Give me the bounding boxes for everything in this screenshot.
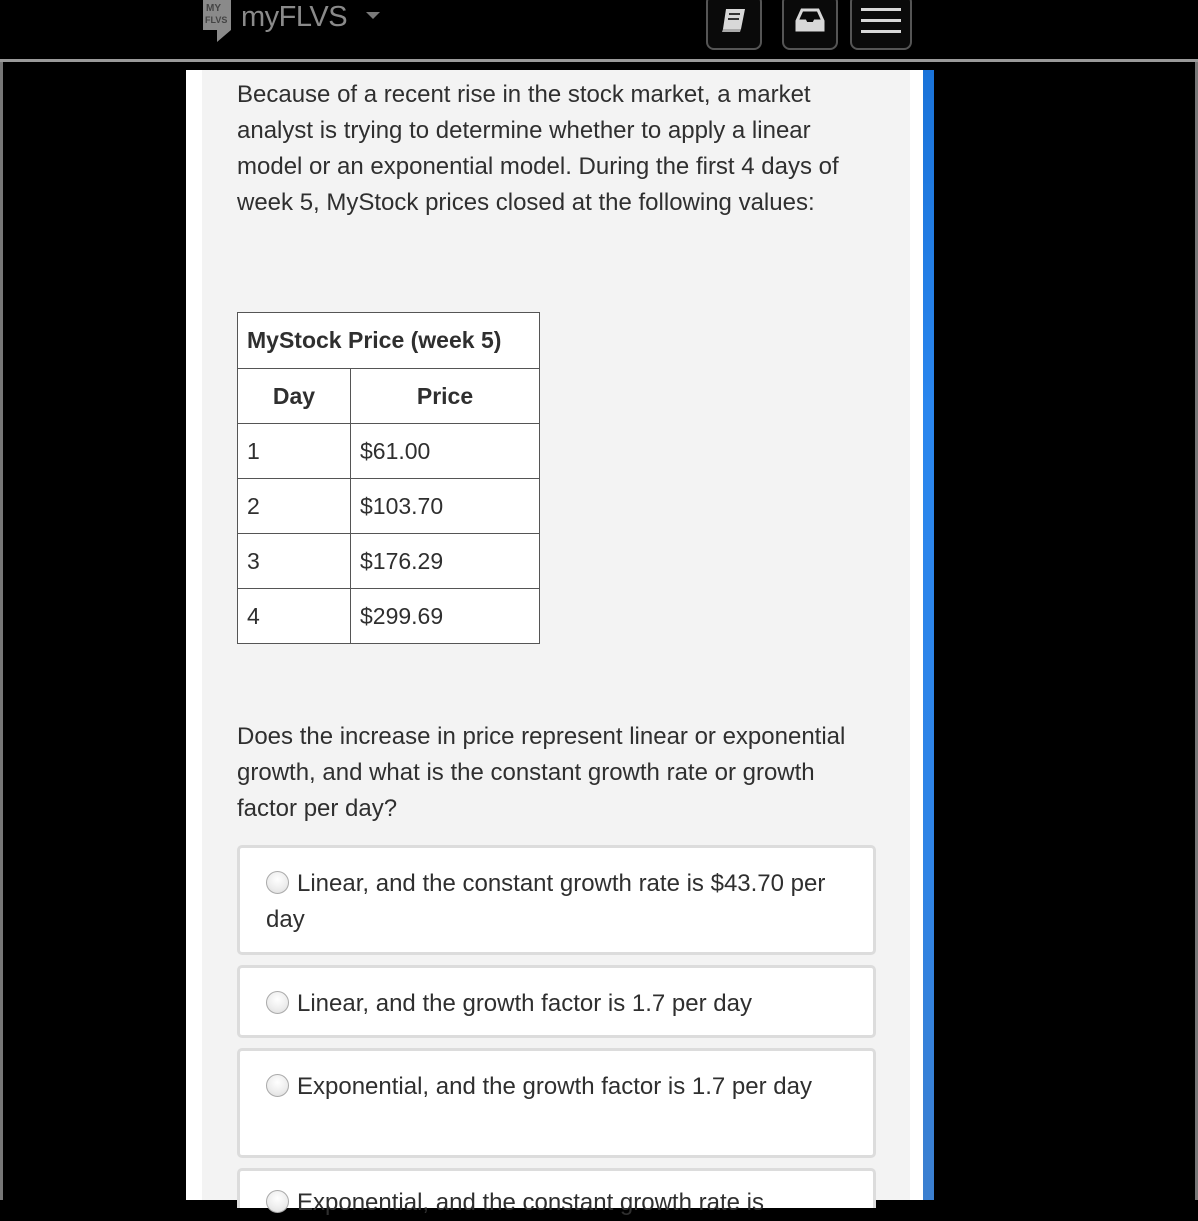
column-header-day: Day	[238, 369, 351, 424]
frame-left-edge	[0, 62, 3, 1200]
price-cell: $61.00	[351, 424, 540, 479]
column-header-price: Price	[351, 369, 540, 424]
answer-option-3[interactable]	[237, 1048, 876, 1158]
chevron-down-icon[interactable]	[366, 12, 380, 19]
price-cell: $299.69	[351, 589, 540, 644]
question-intro: Because of a recent rise in the stock market, a market analyst is trying to determine whether to apply a linear model or an exponential model. During the first 4 days of week 5, MyStock prices closed at the following values:	[237, 81, 839, 216]
option-label: Linear, and the growth factor is 1.7 per day	[297, 990, 752, 1017]
answer-option-2[interactable]	[237, 965, 876, 1038]
book-icon	[719, 6, 749, 39]
radio-button[interactable]	[266, 991, 289, 1014]
option-label: Linear, and the constant growth rate is $43.70 per day	[266, 870, 826, 933]
svg-text:FLVS: FLVS	[205, 15, 228, 25]
radio-button[interactable]	[266, 871, 289, 894]
price-cell: $103.70	[351, 479, 540, 534]
option-label: Exponential, and the constant growth rate is	[297, 1189, 764, 1216]
radio-button[interactable]	[266, 1074, 289, 1097]
table-row	[238, 424, 540, 479]
day-cell: 4	[238, 589, 351, 644]
flvs-logo[interactable]	[203, 0, 233, 42]
day-cell: 2	[238, 479, 351, 534]
question-prompt: Does the increase in price represent linear or exponential growth, and what is the constant growth rate or growth factor per day?	[237, 723, 846, 822]
table-row	[238, 479, 540, 534]
menu-button[interactable]	[850, 0, 912, 50]
stock-price-table	[237, 312, 540, 644]
day-cell: 1	[238, 424, 351, 479]
inbox-icon	[795, 7, 825, 38]
radio-button[interactable]	[266, 1190, 289, 1213]
table-row	[238, 589, 540, 644]
price-cell: $176.29	[351, 534, 540, 589]
day-cell: 3	[238, 534, 351, 589]
vertical-scrollbar[interactable]	[923, 70, 934, 1200]
brand-name[interactable]: myFLVS	[241, 1, 348, 33]
svg-text:MY: MY	[206, 3, 221, 14]
table-caption: MyStock Price (week 5)	[238, 313, 540, 369]
inbox-button[interactable]	[782, 0, 838, 50]
answer-option-4[interactable]	[237, 1168, 876, 1216]
answer-option-1[interactable]	[237, 845, 876, 955]
book-button[interactable]	[706, 0, 762, 50]
top-navbar	[0, 0, 1198, 60]
option-label: Exponential, and the growth factor is 1.7 per day	[297, 1073, 812, 1100]
table-row	[238, 534, 540, 589]
menu-icon	[861, 5, 901, 40]
